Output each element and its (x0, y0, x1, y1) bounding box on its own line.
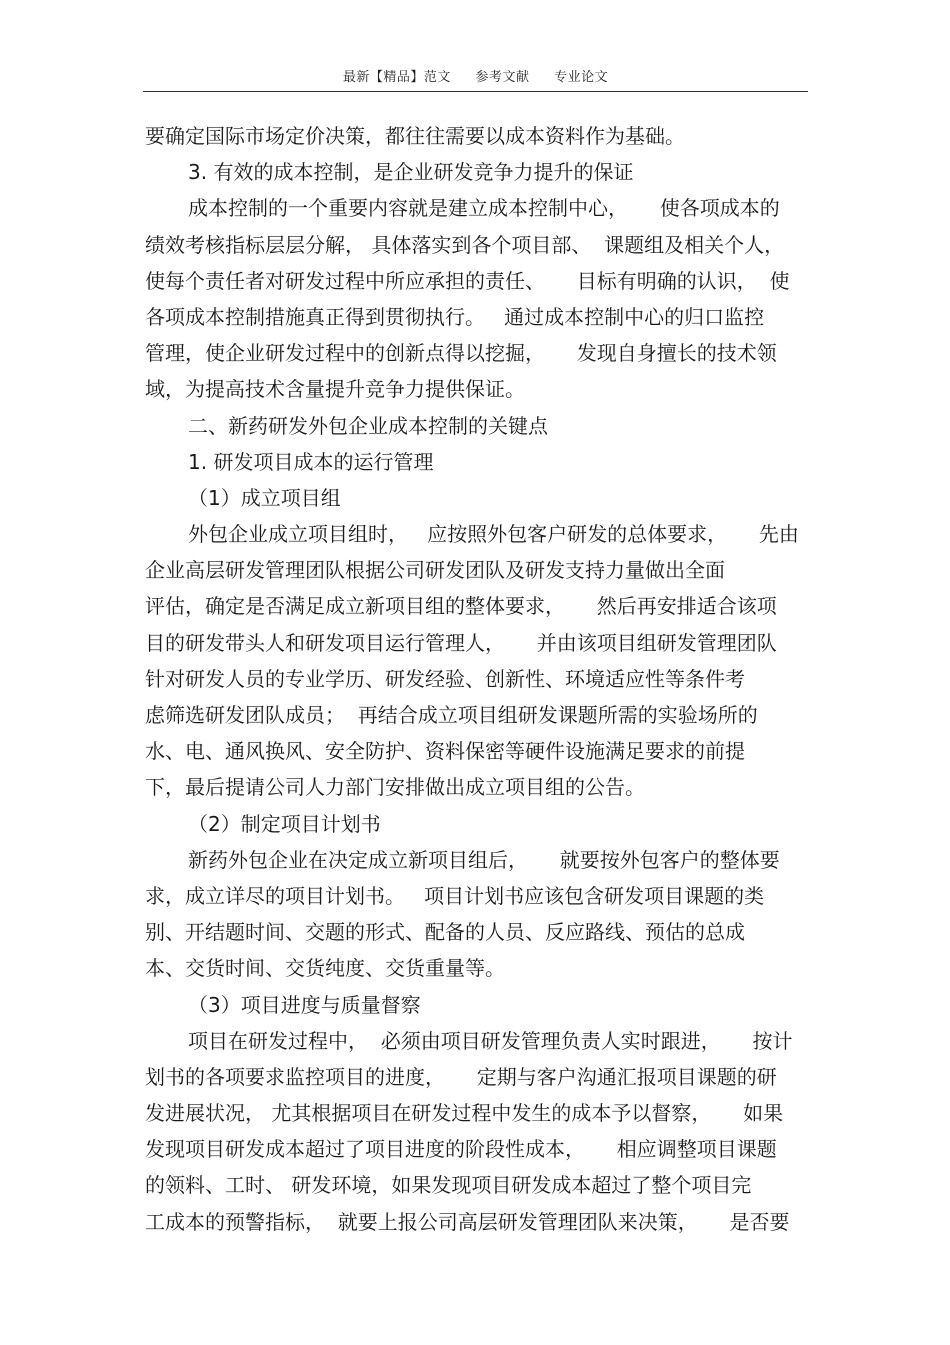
text-line: 下，最后提请公司人力部门安排做出成立项目组的公告。 (145, 775, 645, 800)
text-line: 的领料、工时、 研发环境，如果发现项目研发成本超过了整个项目完 (145, 1173, 752, 1198)
text-line: 管理，使企业研发过程中的创新点得以挖掘， 发现自身擅长的技术领 (145, 341, 777, 366)
text-line: 项目在研发过程中， 必须由项目研发管理负责人实时跟进， 按计 (188, 1028, 793, 1053)
header-item-papers: 专业论文 (554, 70, 609, 85)
text-line: 水、电、通风换风、安全防护、资料保密等硬件设施满足要求的前提 (145, 739, 745, 764)
text-line: 要确定国际市场定价决策，都往往需要以成本资料作为基础。 (145, 124, 685, 148)
text-line: 企业高层研发管理团队根据公司研发团队及研发支持力量做出全面 (145, 558, 725, 583)
text-line: 工成本的预警指标， 就要上报公司高层研发管理团队来决策， 是否要 (145, 1209, 790, 1234)
page-header (143, 66, 808, 85)
section-heading: 3. 有效的成本控制，是企业研发竞争力提升的保证 (188, 160, 634, 185)
text-line: 目的研发带头人和研发项目运行管理人， 并由该项目组研发管理团队 (145, 630, 777, 655)
text-line: 域，为提高技术含量提升竞争力提供保证。 (145, 377, 525, 402)
text-line: 绩效考核指标层层分解， 具体落实到各个项目部、 课题组及相关个人， (145, 232, 785, 257)
text-line: 评估，确定是否满足成立新项目组的整体要求， 然后再安排适合该项 (145, 594, 777, 619)
text-line: 外包企业成立项目组时， 应按照外包客户研发的总体要求， 先由 (188, 522, 799, 547)
text-line: 虑筛选研发团队成员； 再结合成立项目组研发课题所需的实验场所的 (145, 703, 758, 727)
subsection-heading: （1）成立项目组 (188, 485, 341, 510)
text-line: 针对研发人员的专业学历、研发经验、创新性、环境适应性等条件考 (145, 666, 745, 691)
header-divider (143, 91, 808, 92)
text-line: 发现项目研发成本超过了项目进度的阶段性成本， 相应调整项目课题 (145, 1137, 777, 1162)
header-item-references: 参考文献 (475, 70, 530, 85)
chapter-heading: 二、新药研发外包企业成本控制的关键点 (188, 413, 548, 438)
document-body (145, 118, 815, 1240)
text-line: 本、交货时间、交货纯度、交货重量等。 (145, 956, 505, 981)
text-line: 成本控制的一个重要内容就是建立成本控制中心， 使各项成本的 (188, 196, 780, 221)
text-line: 求，成立详尽的项目计划书。 项目计划书应该包含研发项目课题的类 (145, 883, 765, 908)
text-line: 各项成本控制措施真正得到贯彻执行。 通过成本控制中心的归口监控 (145, 304, 765, 329)
text-line: 划书的各项要求监控项目的进度， 定期与客户沟通汇报项目课题的研 (145, 1064, 777, 1089)
text-line: 新药外包企业在决定成立新项目组后， 就要按外包客户的整体要 (188, 847, 780, 872)
section-heading: 1. 研发项目成本的运行管理 (188, 449, 434, 474)
subsection-heading: （2）制定项目计划书 (188, 811, 381, 836)
subsection-heading: （3）项目进度与质量督察 (188, 992, 421, 1017)
header-item-latest: 最新【精品】范文 (342, 70, 451, 85)
text-line: 别、开结题时间、交题的形式、配备的人员、反应路线、预估的总成 (145, 920, 745, 945)
text-line: 发进展状况， 尤其根据项目在研发过程中发生的成本予以督察， 如果 (145, 1101, 784, 1126)
text-line: 使每个责任者对研发过程中所应承担的责任、 目标有明确的认识， 使 (145, 268, 790, 293)
